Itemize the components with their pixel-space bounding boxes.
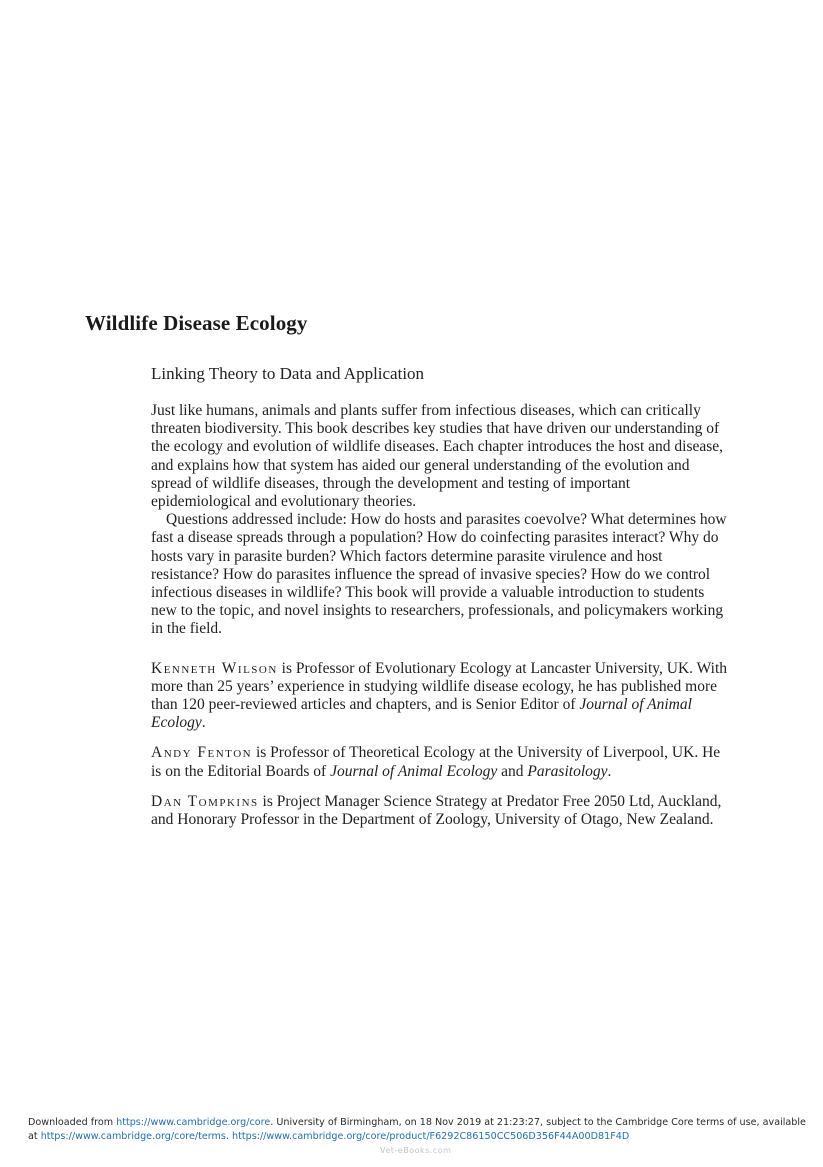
footer-middle: . University of Birmingham, on 18 Nov 2019 at 21:23:27, subject to the Cambridge Core terms of use, available at xyxy=(28,1117,806,1142)
description-paragraph: Questions addressed include: How do hosts and parasites coevolve? What determines how fast a disease spreads through a population? How do coinfecting parasites interact? Why do hosts vary in parasite burden? Which factors determine parasite virulence and host resistance? How do parasites influence the spread of invasive species? How do we control infectious diseases in wildlife? This book will provide a valuable introduction to students new to the topic, and novel insights to researchers, professionals, and policymakers working in the field. xyxy=(151,511,727,638)
product-link[interactable]: https://www.cambridge.org/core/product/F6292C86150CC506D356F44A00D81F4D xyxy=(232,1130,630,1142)
conjunction: and xyxy=(497,762,528,780)
book-subtitle: Linking Theory to Data and Application xyxy=(151,364,425,383)
punctuation: . xyxy=(607,762,612,780)
author-name: Dan Tompkins xyxy=(151,792,259,810)
download-footer xyxy=(28,1116,818,1143)
footer-prefix: Downloaded from xyxy=(28,1117,117,1128)
author-bio-text: is Project Manager Science Strategy at Predator Free 2050 Ltd, Auckland, and Honorary Professor in the Department of Zoology, University of Otago, New Zealand. xyxy=(151,792,722,829)
author-bio-text: is Professor of Theoretical Ecology at the University of Liverpool, UK. He is on the Editorial Boards of xyxy=(151,744,721,780)
watermark: Vet-eBooks.com xyxy=(380,1146,452,1155)
author-bio xyxy=(151,793,731,829)
author-bio-text: is Professor of Evolutionary Ecology at Lancaster University, UK. With more than 25 years’ experience in studying wildlife disease ecology, he has published more than 120 peer-reviewed articles and chapters, and is Senior Editor of xyxy=(151,659,728,714)
book-title: Wildlife Disease Ecology xyxy=(85,311,308,335)
footer-separator: . xyxy=(225,1130,233,1142)
terms-link[interactable]: https://www.cambridge.org/core/terms xyxy=(40,1130,226,1142)
punctuation: . xyxy=(201,714,206,732)
author-name: Andy Fenton xyxy=(151,744,253,762)
back-cover-content xyxy=(151,402,731,829)
cambridge-core-link[interactable]: https://www.cambridge.org/core xyxy=(116,1117,271,1128)
author-name: Kenneth Wilson xyxy=(151,659,278,677)
author-bio xyxy=(151,660,731,733)
journal-title: Parasitology xyxy=(527,762,608,780)
journal-title: Journal of Animal Ecology xyxy=(330,762,498,780)
author-bio xyxy=(151,744,731,780)
description-paragraph: Just like humans, animals and plants suffer from infectious diseases, which can critically threaten biodiversity. This book describes key studies that have driven our understanding of the ecology and evolution of wildlife diseases. Each chapter introduces the host and disease, and explains how that system has aided our general understanding of the evolution and spread of wildlife diseases, through the development and testing of important epidemiological and evolutionary theories. xyxy=(151,402,724,511)
journal-title: Journal of Animal Ecology xyxy=(151,696,692,732)
